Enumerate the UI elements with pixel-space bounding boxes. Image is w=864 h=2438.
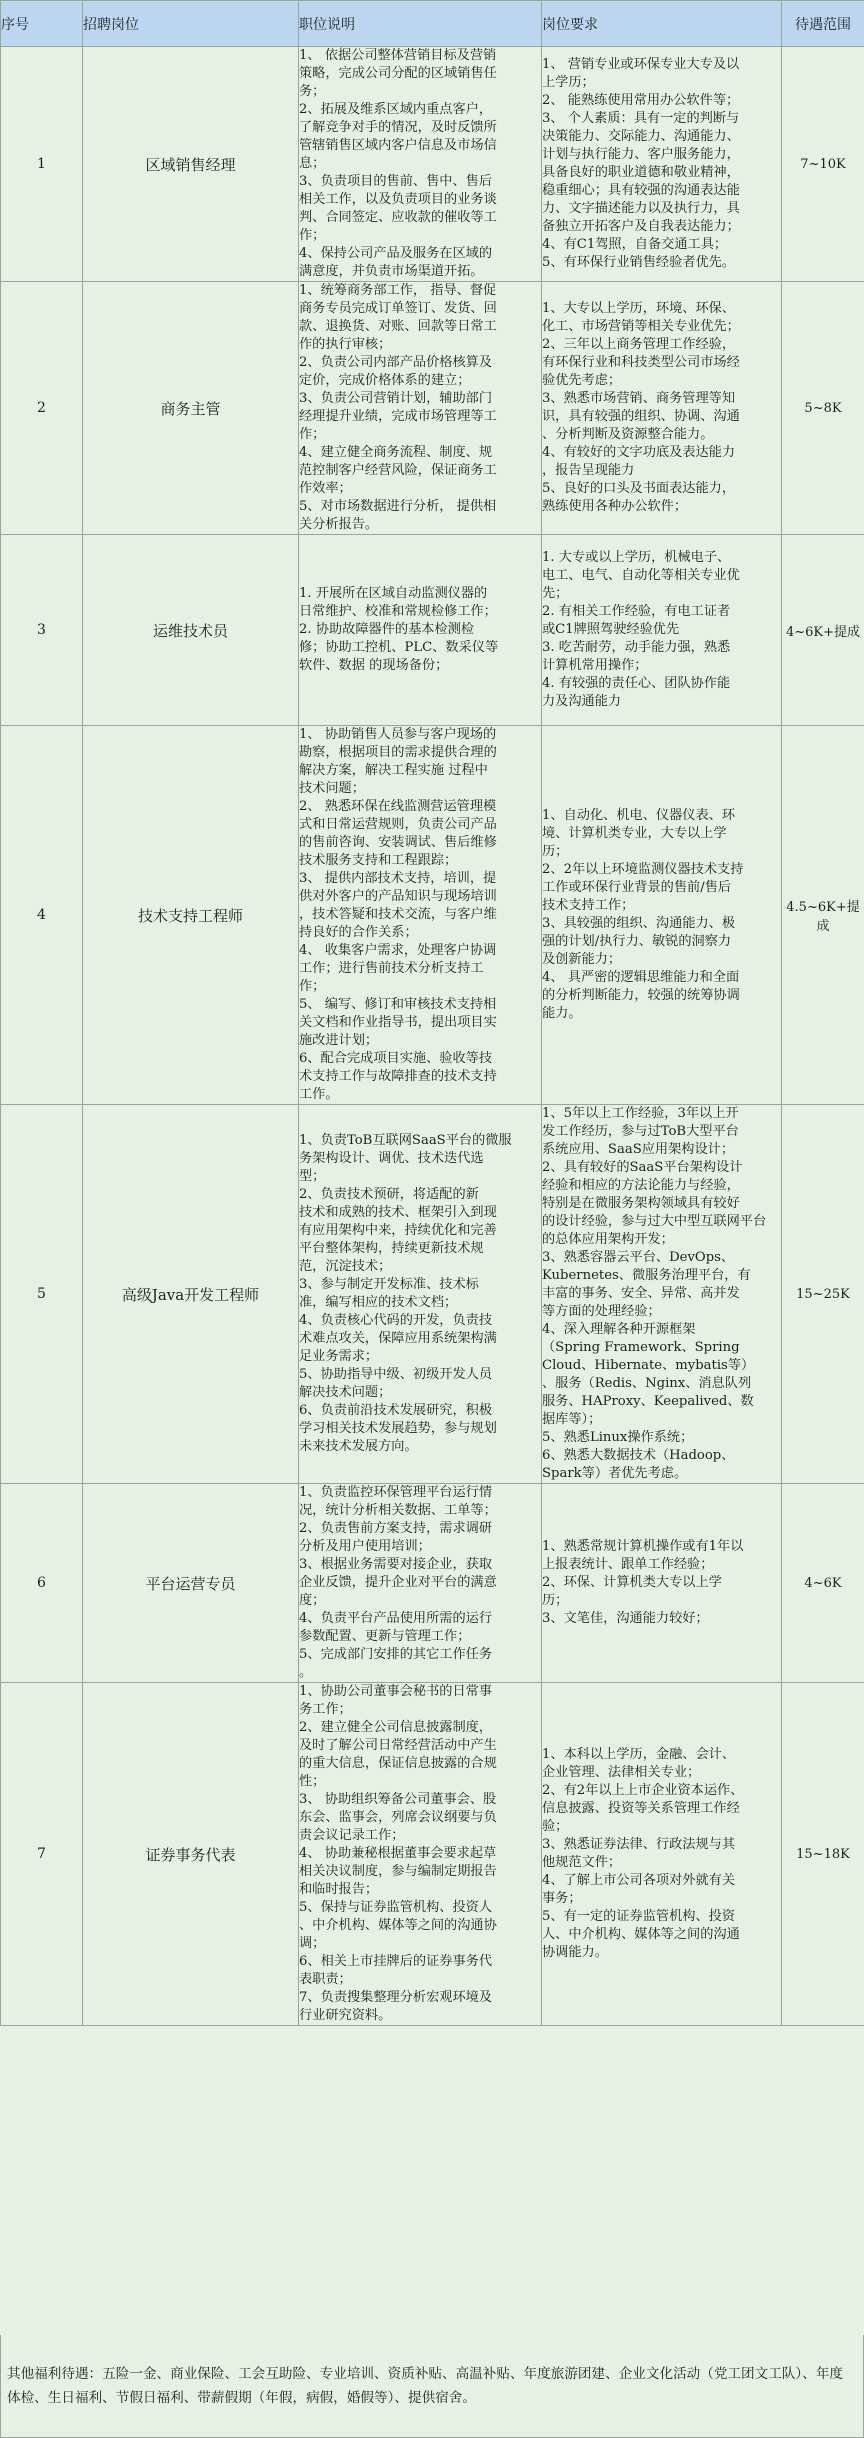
header-position: 招聘岗位 — [83, 1, 299, 47]
position-name: 技术支持工程师 — [83, 726, 299, 1105]
description-line: 术支持工作与故障排查的技术支持 — [299, 1069, 497, 1084]
description-line: 策略，完成公司分配的区域销售任 — [299, 66, 497, 81]
description-line: 3、 提供内部技术支持，培训，提 — [299, 871, 497, 886]
description-line: 2、建立健全公司信息披露制度， — [299, 1720, 493, 1735]
requirement-line: 或C1牌照驾驶经验优先 — [542, 622, 680, 637]
requirement-line: 电工、电气、自动化等相关专业优 — [542, 568, 740, 583]
description-line: 务工作； — [299, 1702, 352, 1717]
description-line: 工作；进行售前技术分析支持工 — [299, 961, 484, 976]
table-row — [1, 282, 864, 535]
description-line: 管辖销售区域内客户信息及市场信 — [299, 138, 497, 153]
description-line: 型； — [299, 1169, 326, 1184]
requirement-line: 的总体应用架构开发； — [542, 1232, 674, 1247]
requirement-line: 上报表统计、跟单工作经验； — [542, 1557, 714, 1572]
requirement-line: 力、文字描述能力以及执行力，具 — [542, 201, 740, 216]
description-line: 判、合同签定、应收款的催收等工 — [299, 210, 497, 225]
description-line: 技术服务支持和工程跟踪； — [299, 853, 458, 868]
position-name: 商务主管 — [83, 282, 299, 535]
row-number: 4 — [1, 726, 83, 1105]
row-number: 1 — [1, 47, 83, 282]
requirement-line: 2、有2年以上上市企业资本运作、 — [542, 1783, 744, 1798]
description-line: 技术和成熟的技术、框架引入到现 — [299, 1205, 497, 1220]
salary-range: 4~6K+提成 — [782, 535, 864, 726]
job-description — [299, 726, 542, 1105]
table-row — [1, 1683, 864, 2026]
description-line: 了解竞争对手的情况，及时反馈所 — [299, 120, 497, 135]
salary-range: 7~10K — [782, 47, 864, 282]
description-line: 6、负责前沿技术发展研究，积极 — [299, 1403, 493, 1418]
requirement-line: 发工作经历，参与过ToB大型平台 — [542, 1124, 739, 1139]
description-line: 和临时报告； — [299, 1882, 379, 1897]
description-line: 表职责； — [299, 1972, 352, 1987]
description-line: 修；协助工控机、PLC、数采仪等 — [299, 640, 499, 655]
job-description — [299, 47, 542, 282]
description-line: 作； — [299, 979, 326, 994]
description-line: 定价，完成价格体系的建立； — [299, 373, 471, 388]
requirement-line: 1、 营销专业或环保专业大专及以 — [542, 57, 740, 72]
requirement-line: 力及沟通能力 — [542, 694, 622, 709]
requirement-line: 识，具有较强的组织、协调、沟通 — [542, 409, 740, 424]
requirement-line: 4、有较好的文字功底及表达能力 — [542, 445, 736, 460]
requirement-line: 4、了解上市公司各项对外就有关 — [542, 1873, 736, 1888]
description-line: 1、 依据公司整体营销目标及营销 — [299, 48, 497, 63]
description-line: 1、协助公司董事会秘书的日常事 — [299, 1684, 493, 1699]
position-name: 区域销售经理 — [83, 47, 299, 282]
requirement-line: 2、环保、计算机类大专以上学 — [542, 1575, 722, 1590]
description-line: 术难点攻关，保障应用系统架构满 — [299, 1331, 497, 1346]
requirement-line: 熟练使用各种办公软件； — [542, 499, 688, 514]
table-row — [1, 1105, 864, 1484]
table-row — [1, 535, 864, 726]
description-line: 6、配合完成项目实施、验收等技 — [299, 1051, 493, 1066]
row-number: 7 — [1, 1683, 83, 2026]
requirement-line: 服务、HAProxy、Keepalived、数 — [542, 1394, 754, 1409]
requirement-line: 验； — [542, 1819, 569, 1834]
requirement-line: 技术支持工作； — [542, 898, 635, 913]
description-line: 有应用架构中来，持续优化和完善 — [299, 1223, 497, 1238]
requirement-line: 丰富的事务、安全、异常、高并发 — [542, 1286, 740, 1301]
requirement-line: （Spring Framework、Spring — [542, 1340, 740, 1355]
description-line: 作； — [299, 228, 326, 243]
description-line: 的重大信息，保证信息披露的合规 — [299, 1756, 497, 1771]
requirement-line: 人、中介机构、媒体等之间的沟通 — [542, 1927, 740, 1942]
requirement-line: 1、本科以上学历，金融、会计、 — [542, 1747, 736, 1762]
requirement-line: 历； — [542, 844, 569, 859]
description-line: 施改进计划； — [299, 1033, 379, 1048]
description-line: 1. 开展所在区域自动监测仪器的 — [299, 586, 488, 601]
description-line: 相关工作，以及负责项目的业务谈 — [299, 192, 497, 207]
description-line: 商务专员完成订单签订、发货、回 — [299, 301, 497, 316]
requirement-line: 3、熟悉证券法律、行政法规与其 — [542, 1837, 736, 1852]
description-line: 5、完成部门安排的其它工作任务 — [299, 1647, 493, 1662]
header-requirements: 岗位要求 — [542, 1, 782, 47]
requirement-line: 3、具较强的组织、沟通能力、极 — [542, 916, 736, 931]
description-line: 7、负责搜集整理分析宏观环境及 — [299, 1990, 493, 2005]
position-name: 证券事务代表 — [83, 1683, 299, 2026]
requirement-line: 1. 大专或以上学历，机械电子、 — [542, 550, 731, 565]
description-line: 4、 收集客户需求，处理客户协调 — [299, 943, 497, 958]
requirement-line: 6、熟悉大数据技术（Hadoop、 — [542, 1448, 735, 1463]
requirement-line: 、分析判断及资源整合能力。 — [542, 427, 714, 442]
description-line: 5、 编写、修订和审核技术支持相 — [299, 997, 497, 1012]
description-line: 东会、监事会，列席会议纲要与负 — [299, 1810, 497, 1825]
requirement-line: 2、三年以上商务管理工作经验， — [542, 337, 736, 352]
header-no: 序号 — [1, 1, 83, 47]
requirement-line: Spark等）者优先考虑。 — [542, 1466, 688, 1481]
salary-range: 15~18K — [782, 1683, 864, 2026]
description-line: 日常维护、校准和常规检修工作； — [299, 604, 497, 619]
description-line: 责会议记录工作； — [299, 1828, 405, 1843]
requirement-line: 历； — [542, 1593, 569, 1608]
requirement-line: 5、熟悉Linux操作系统； — [542, 1430, 694, 1445]
description-line: 性； — [299, 1774, 326, 1789]
row-number: 6 — [1, 1484, 83, 1683]
requirement-line: 信息披露、投资等关系管理工作经 — [542, 1801, 740, 1816]
requirement-line: 具备良好的职业道德和敬业精神， — [542, 165, 740, 180]
description-line: 供对外客户的产品知识与现场培训 — [299, 889, 497, 904]
description-line: ，技术答疑和技术交流，与客户维 — [299, 907, 497, 922]
description-line: 3、 协助组织筹备公司董事会、股 — [299, 1792, 497, 1807]
header-description: 职位说明 — [299, 1, 542, 47]
description-line: 式和日常运营规则，负责公司产品 — [299, 817, 497, 832]
requirement-line: ，报告呈现能力 — [542, 463, 635, 478]
requirement-line: 他规范文件； — [542, 1855, 622, 1870]
job-requirements — [542, 726, 782, 1105]
description-line: 2. 协助故障器件的基本检测检 — [299, 622, 475, 637]
requirement-line: 化工、市场营销等相关专业优先； — [542, 319, 740, 334]
description-line: 。 — [299, 1665, 313, 1680]
requirement-line: 验优先考虑； — [542, 373, 622, 388]
description-line: 关分析报告。 — [299, 517, 379, 532]
requirement-line: 3、 个人素质：具有一定的判断与 — [542, 111, 740, 126]
description-line: 调； — [299, 1936, 326, 1951]
requirement-line: 经验和相应的方法论能力与经验， — [542, 1178, 740, 1193]
description-line: 作； — [299, 427, 326, 442]
requirement-line: 计算机常用操作； — [542, 658, 648, 673]
salary-range: 15~25K — [782, 1105, 864, 1484]
job-requirements — [542, 1105, 782, 1484]
requirement-line: 据库等）； — [542, 1412, 602, 1427]
description-line: 解决方案，解决工程实施 过程中 — [299, 763, 488, 778]
requirement-line: 工作或环保行业背景的售前/售后 — [542, 880, 732, 895]
requirement-line: 1、熟悉常规计算机操作或有1年以 — [542, 1539, 744, 1554]
requirement-line: 3、文笔佳，沟通能力较好； — [542, 1611, 709, 1626]
description-line: 范，沉淀技术； — [299, 1259, 392, 1274]
requirement-line: 3、熟悉市场营销、商务管理等知 — [542, 391, 736, 406]
table-header-row — [1, 1, 864, 47]
requirement-line: 上学历； — [542, 75, 595, 90]
description-line: 2、拓展及维系区域内重点客户， — [299, 102, 493, 117]
requirement-line: 4、 具严密的逻辑思维能力和全面 — [542, 970, 740, 985]
salary-range: 5~8K — [782, 282, 864, 535]
requirement-line: 5、良好的口头及书面表达能力， — [542, 481, 736, 496]
position-name: 高级Java开发工程师 — [83, 1105, 299, 1484]
requirement-line: 备独立开拓客户及自我表达能力； — [542, 219, 740, 234]
requirement-line: 3. 吃苦耐劳，动手能力强，熟悉 — [542, 640, 731, 655]
requirement-line: Cloud、Hibernate、mybatis等） — [542, 1358, 755, 1373]
requirement-line: 2、2年以上环境监测仪器技术支持 — [542, 862, 744, 877]
requirement-line: 境、计算机类专业，大专以上学 — [542, 826, 727, 841]
description-line: 技术问题； — [299, 781, 365, 796]
requirement-line: 协调能力。 — [542, 1945, 608, 1960]
description-line: 及时了解公司日常经营活动中产生 — [299, 1738, 497, 1753]
description-line: 持良好的合作关系； — [299, 925, 418, 940]
description-line: 2、负责技术预研，将适配的新 — [299, 1187, 479, 1202]
salary-range: 4.5~6K+提成 — [782, 726, 864, 1105]
requirement-line: 有环保行业和科技类型公司市场经 — [542, 355, 740, 370]
requirement-line: 的分析判断能力，较强的统筹协调 — [542, 988, 740, 1003]
description-line: 分析及用户使用培训； — [299, 1539, 431, 1554]
description-line: 3、参与制定开发标准、技术标 — [299, 1277, 479, 1292]
requirement-line: 4、深入理解各种开源框架 — [542, 1322, 696, 1337]
description-line: 1、 协助销售人员参与客户现场的 — [299, 727, 497, 742]
job-requirements — [542, 1683, 782, 2026]
description-line: 未来技术发展方向。 — [299, 1439, 418, 1454]
requirement-line: 系统应用、SaaS应用架构设计； — [542, 1142, 735, 1157]
description-line: 5、保持与证券监管机构、投资人 — [299, 1900, 493, 1915]
requirement-line: 1、5年以上工作经验，3年以上开 — [542, 1106, 739, 1121]
position-name: 运维技术员 — [83, 535, 299, 726]
benefits-text: 其他福利待遇：五险一金、商业保险、工会互助险、专业培训、资质补贴、高温补贴、年度旅游团建、企业文化活动（党工团文工队）、年度体检、生日福利、节假日福利、带薪假期（年假，病假，婚假等）、提供宿舍。 — [7, 2366, 844, 2406]
requirement-line: 稳重细心；具有较强的沟通表达能 — [542, 183, 740, 198]
description-line: 度； — [299, 1593, 326, 1608]
requirement-line: 2. 有相关工作经验，有电工证者 — [542, 604, 731, 619]
description-line: 作效率； — [299, 481, 352, 496]
header-salary: 待遇范围 — [782, 1, 864, 47]
job-description — [299, 282, 542, 535]
row-number: 3 — [1, 535, 83, 726]
description-line: 经理提升业绩，完成市场管理等工 — [299, 409, 497, 424]
description-line: 务； — [299, 84, 326, 99]
description-line: 况，统计分析相关数据、工单等； — [299, 1503, 497, 1518]
description-line: 足业务需求； — [299, 1349, 379, 1364]
description-line: 学习相关技术发展趋势，参与规划 — [299, 1421, 497, 1436]
job-description — [299, 535, 542, 726]
description-line: 2、负责公司内部产品价格核算及 — [299, 355, 493, 370]
description-line: 作的执行审核； — [299, 337, 392, 352]
requirement-line: 决策能力、交际能力、沟通能力、 — [542, 129, 740, 144]
job-requirements — [542, 47, 782, 282]
job-requirements — [542, 1484, 782, 1683]
description-line: 务架构设计、调优、技术迭代选 — [299, 1151, 484, 1166]
requirement-line: 5、有一定的证券监管机构、投资 — [542, 1909, 736, 1924]
salary-range: 4~6K — [782, 1484, 864, 1683]
job-description — [299, 1683, 542, 2026]
table-row — [1, 1484, 864, 1683]
description-line: 息； — [299, 156, 326, 171]
requirement-line: 5、有环保行业销售经验者优先。 — [542, 255, 736, 270]
requirement-line: 等方面的处理经验； — [542, 1304, 661, 1319]
description-line: 行业研究资料。 — [299, 2008, 392, 2023]
description-line: 平台整体架构，持续更新技术规 — [299, 1241, 484, 1256]
description-line: 、中介机构、媒体等之间的沟通协 — [299, 1918, 497, 1933]
description-line: 软件、数据 的现场备份； — [299, 658, 449, 673]
description-line: 6、相关上市挂牌后的证券事务代 — [299, 1954, 493, 1969]
description-line: 相关决议制度，参与编制定期报告 — [299, 1864, 497, 1879]
requirement-line: 企业管理、法律相关专业； — [542, 1765, 701, 1780]
description-line: 解决技术问题； — [299, 1385, 392, 1400]
description-line: 5、对市场数据进行分析， 提供相 — [299, 499, 497, 514]
requirement-line: 及创新能力； — [542, 952, 622, 967]
row-number: 5 — [1, 1105, 83, 1484]
requirement-line: 2、 能熟练使用常用办公软件等； — [542, 93, 740, 108]
requirement-line: 先； — [542, 586, 569, 601]
job-description — [299, 1105, 542, 1484]
job-requirements — [542, 282, 782, 535]
description-line: 款、退换货、对账、回款等日常工 — [299, 319, 497, 334]
requirement-line: 3、熟悉容器云平台、DevOps、 — [542, 1250, 735, 1265]
requirement-line: 强的计划/执行力、敏锐的洞察力 — [542, 934, 732, 949]
requirement-line: 4. 有较强的责任心、团队协作能 — [542, 676, 731, 691]
description-line: 的售前咨询、安装调试、售后维修 — [299, 835, 497, 850]
job-description — [299, 1484, 542, 1683]
description-line: 1、负责监控环保管理平台运行情 — [299, 1485, 493, 1500]
requirement-line: 特别是在微服务架构领域具有较好 — [542, 1196, 740, 1211]
description-line: 5、协助指导中级、初级开发人员 — [299, 1367, 493, 1382]
description-line: 4、负责平台产品使用所需的运行 — [299, 1611, 493, 1626]
description-line: 3、负责项目的售前、售中、售后 — [299, 174, 493, 189]
description-line: 4、 协助兼秘根据董事会要求起草 — [299, 1846, 497, 1861]
requirement-line: 1、自动化、机电、仪器仪表、环 — [542, 808, 736, 823]
description-line: 准，编写相应的技术文档； — [299, 1295, 458, 1310]
description-line: 2、 熟悉环保在线监测营运管理模 — [299, 799, 497, 814]
requirement-line: 4、有C1驾照，自备交通工具； — [542, 237, 728, 252]
description-line: 4、负责核心代码的开发，负责技 — [299, 1313, 493, 1328]
description-line: 企业反馈，提升企业对平台的满意 — [299, 1575, 497, 1590]
position-name: 平台运营专员 — [83, 1484, 299, 1683]
row-number: 2 — [1, 282, 83, 535]
requirement-line: Kubernetes、微服务治理平台，有 — [542, 1268, 751, 1283]
benefits-footer — [0, 2335, 864, 2438]
requirement-line: 、服务（Redis、Nginx、消息队列 — [542, 1376, 752, 1391]
description-line: 1、负责ToB互联网SaaS平台的微服 — [299, 1133, 512, 1148]
description-line: 1、统筹商务部工作， 指导、督促 — [299, 283, 497, 298]
description-line: 范控制客户经营风险，保证商务工 — [299, 463, 497, 478]
requirement-line: 的设计经验，参与过大中型互联网平台 — [542, 1214, 767, 1229]
description-line: 3、根据业务需要对接企业，获取 — [299, 1557, 493, 1572]
description-line: 工作。 — [299, 1087, 339, 1102]
description-line: 4、保持公司产品及服务在区域的 — [299, 246, 493, 261]
description-line: 勘察，根据项目的需求提供合理的 — [299, 745, 497, 760]
job-requirements — [542, 535, 782, 726]
requirement-line: 事务； — [542, 1891, 582, 1906]
description-line: 3、负责公司营销计划，辅助部门 — [299, 391, 493, 406]
table-row — [1, 726, 864, 1105]
description-line: 4、建立健全商务流程、制度、规 — [299, 445, 493, 460]
requirement-line: 计划与执行能力、客户服务能力， — [542, 147, 740, 162]
description-line: 关文档和作业指导书，提出项目实 — [299, 1015, 497, 1030]
requirement-line: 2、具有较好的SaaS平台架构设计 — [542, 1160, 743, 1175]
requirement-line: 能力。 — [542, 1006, 582, 1021]
description-line: 参数配置、更新与管理工作； — [299, 1629, 471, 1644]
description-line: 2、负责售前方案支持，需求调研 — [299, 1521, 493, 1536]
requirement-line: 1、大专以上学历，环境、环保、 — [542, 301, 736, 316]
description-line: 满意度，并负责市场渠道开拓。 — [299, 264, 484, 279]
table-row — [1, 47, 864, 282]
